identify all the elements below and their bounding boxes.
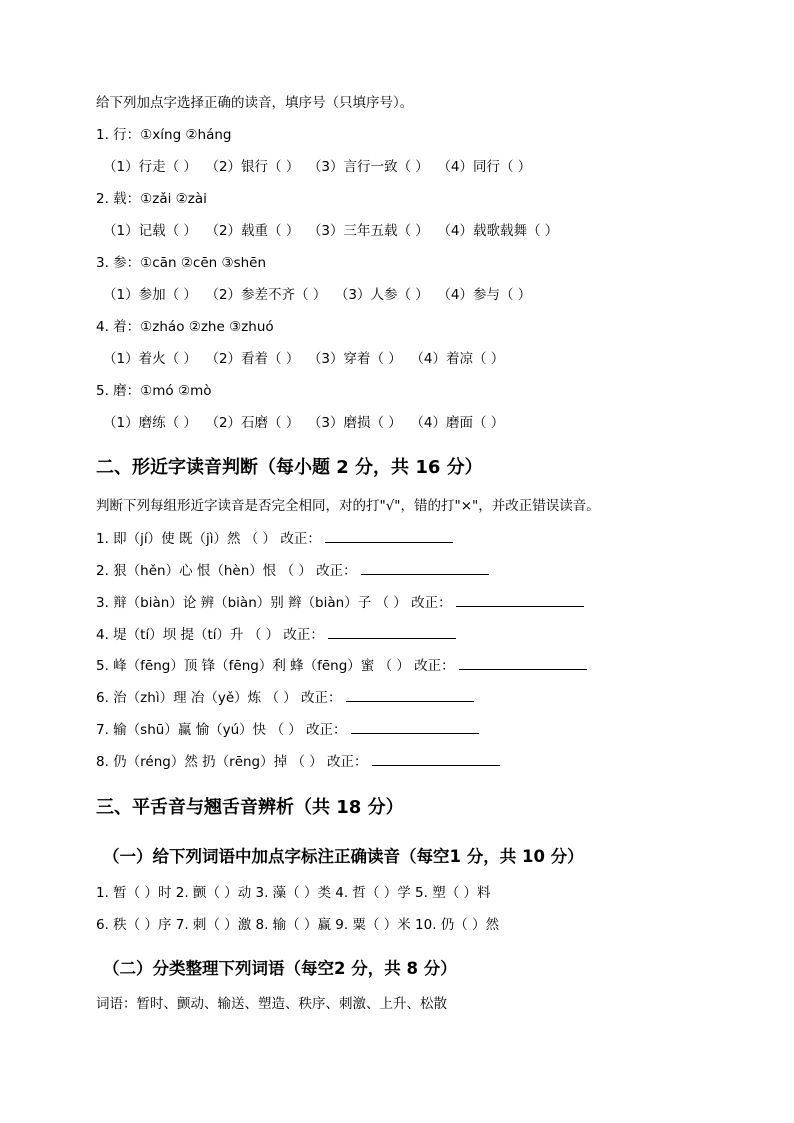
s1-item-3-options: （1）参加（ ） （2）参差不齐（ ） （3）人参（ ） （4）参与（ ）	[103, 287, 532, 303]
s3-part-1-line-1: 1. 暂（ ）时 2. 颤（ ）动 3. 藻（ ）类 4. 哲（ ）学 5. 塑（ ）料	[96, 885, 491, 901]
s1-item-1-head: 1. 行：①xíng ②háng	[96, 127, 232, 143]
section-2-title: 二、形近字读音判断（每小题 2 分，共 16 分）	[96, 457, 483, 478]
answer-blank[interactable]	[325, 530, 453, 543]
answer-blank[interactable]	[361, 562, 489, 575]
answer-blank[interactable]	[328, 626, 456, 639]
s1-item-5-options: （1）磨练（ ） （2）石磨（ ） （3）磨损（ ） （4）磨面（ ）	[103, 415, 505, 431]
answer-blank[interactable]	[351, 721, 479, 734]
s2-item-6-text: 6. 治（zhì）理 冶（yě）炼 （ ） 改正：	[96, 690, 342, 706]
s1-item-2-options: （1）记载（ ） （2）载重（ ） （3）三年五载（ ） （4）载歌载舞（ ）	[103, 223, 559, 239]
s3-part-2-words: 词语：暂时、颤动、输送、塑造、秩序、刺激、上升、松散	[96, 996, 447, 1012]
s2-item-4-text: 4. 堤（tí）坝 提（tí）升 （ ） 改正：	[96, 627, 324, 643]
section-3-part-1-title: （一）给下列词语中加点字标注正确读音（每空1 分，共 10 分）	[103, 847, 584, 866]
answer-blank[interactable]	[456, 594, 584, 607]
s2-item-2	[96, 562, 489, 580]
s3-part-1-line-2: 6. 秩（ ）序 7. 刺（ ）激 8. 输（ ）赢 9. 粟（ ）米 10. 仍（ ）然	[96, 917, 500, 933]
s1-item-2-head: 2. 载：①zǎi ②zài	[96, 191, 207, 207]
section-3-title: 三、平舌音与翘舌音辨析（共 18 分）	[96, 797, 404, 818]
section-2-instruction: 判断下列每组形近字读音是否完全相同，对的打"√"，错的打"×"，并改正错误读音。	[96, 498, 600, 514]
s2-item-3	[96, 594, 584, 612]
s2-item-8	[96, 753, 500, 771]
section-3-part-2-title: （二）分类整理下列词语（每空2 分，共 8 分）	[103, 959, 457, 978]
s1-item-3-head: 3. 参：①cān ②cēn ③shēn	[96, 255, 267, 271]
s2-item-8-text: 8. 仍（réng）然 扔（rēng）掉 （ ） 改正：	[96, 754, 368, 770]
s2-item-5	[96, 657, 587, 675]
answer-blank[interactable]	[459, 657, 587, 670]
s2-item-5-text: 5. 峰（fēng）顶 锋（fēng）利 蜂（fēng）蜜 （ ） 改正：	[96, 658, 455, 674]
answer-blank[interactable]	[372, 753, 500, 766]
s2-item-1	[96, 530, 453, 548]
s2-item-3-text: 3. 辩（biàn）论 辨（biàn）别 辫（biàn）子 （ ） 改正：	[96, 595, 452, 611]
s2-item-7	[96, 721, 479, 739]
s2-item-2-text: 2. 狠（hěn）心 恨（hèn）恨 （ ） 改正：	[96, 563, 357, 579]
s2-item-7-text: 7. 输（shū）赢 愉（yú）快 （ ） 改正：	[96, 722, 347, 738]
s1-item-5-head: 5. 磨：①mó ②mò	[96, 383, 212, 399]
intro-instruction: 给下列加点字选择正确的读音，填序号（只填序号）。	[96, 95, 414, 111]
s2-item-6	[96, 689, 474, 707]
s2-item-1-text: 1. 即（jí）使 既（jì）然 （ ） 改正：	[96, 531, 321, 547]
answer-blank[interactable]	[346, 689, 474, 702]
s1-item-4-head: 4. 着：①zháo ②zhe ③zhuó	[96, 319, 274, 335]
s2-item-4	[96, 626, 456, 644]
s1-item-4-options: （1）着火（ ） （2）看着（ ） （3）穿着（ ） （4）着凉（ ）	[103, 351, 505, 367]
s1-item-1-options: （1）行走（ ） （2）银行（ ） （3）言行一致（ ） （4）同行（ ）	[103, 159, 532, 175]
